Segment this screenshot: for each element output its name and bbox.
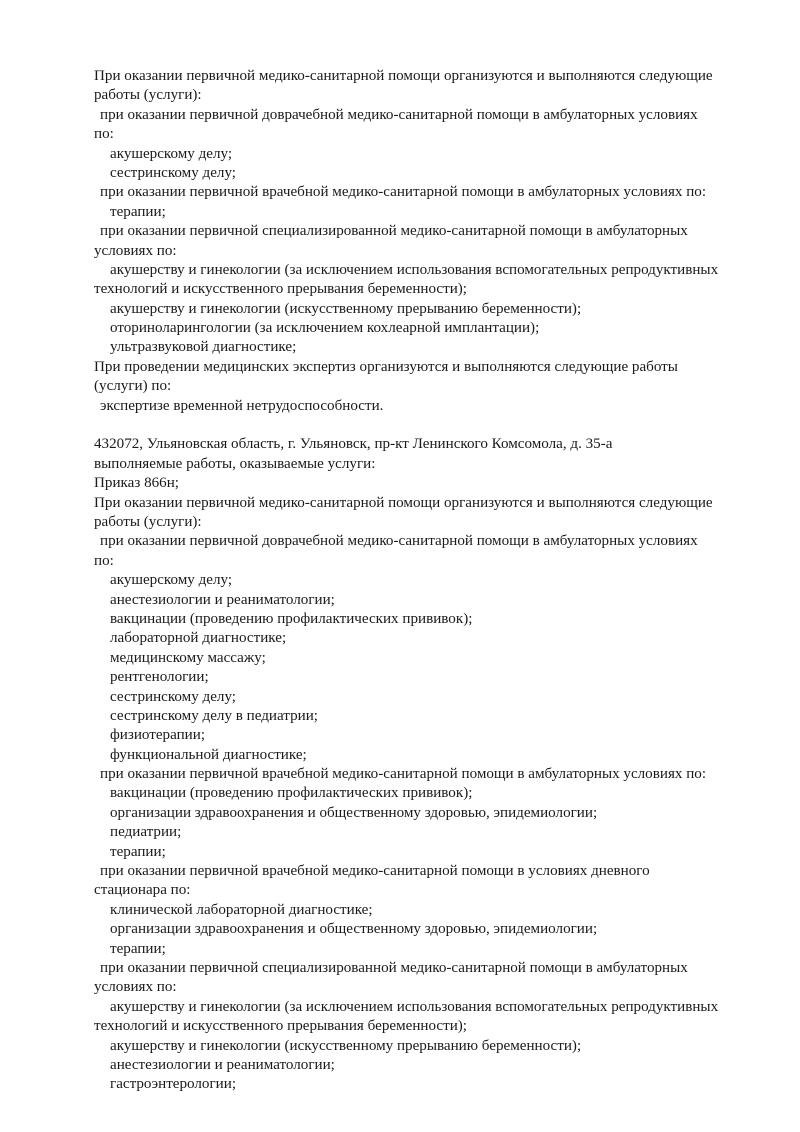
- subsection-physician-day-hospital-cont: стационара по:: [94, 882, 191, 899]
- subsection-specialized-outpatient: при оказании первичной специализированной медико-санитарной помощи в амбулаторных: [100, 959, 688, 976]
- service-item: сестринскому делу;: [110, 164, 236, 181]
- order-reference: Приказ 866н;: [94, 475, 179, 492]
- subsection-prehospital-outpatient: при оказании первичной доврачебной медико-санитарной помощи в амбулаторных условиях: [100, 106, 698, 123]
- service-item: терапии;: [110, 940, 166, 957]
- service-item: вакцинации (проведению профилактических прививок);: [110, 785, 473, 802]
- service-item: акушерству и гинекологии (искусственному прерыванию беременности);: [110, 1037, 582, 1054]
- service-item: организации здравоохранения и общественному здоровью, эпидемиологии;: [110, 921, 598, 938]
- license-block-previous-address: [94, 67, 760, 416]
- service-item: рентгенологии;: [110, 669, 209, 686]
- works-services-label: выполняемые работы, оказываемые услуги:: [94, 455, 376, 472]
- address-line: 432072, Ульяновская область, г. Ульяновск, пр-кт Ленинского Комсомола, д. 35-а: [94, 436, 613, 453]
- service-item: терапии;: [110, 843, 166, 860]
- service-item: анестезиологии и реаниматологии;: [110, 591, 335, 608]
- service-item: оториноларингологии (за исключением кохлеарной имплантации);: [110, 320, 540, 337]
- section-heading-expertise: При проведении медицинских экспертиз организуются и выполняются следующие работы: [94, 358, 678, 375]
- subsection-specialized-outpatient-cont: условиях по:: [94, 242, 177, 259]
- service-item: акушерскому делу;: [110, 145, 233, 162]
- subsection-prehospital-outpatient-cont: по:: [94, 552, 114, 569]
- service-item: физиотерапии;: [110, 727, 206, 744]
- section-heading-primary-care: При оказании первичной медико-санитарной помощи организуются и выполняются следующие: [94, 494, 713, 511]
- service-item: сестринскому делу;: [110, 688, 236, 705]
- service-item: ультразвуковой диагностике;: [110, 339, 297, 356]
- subsection-prehospital-outpatient: при оказании первичной доврачебной медико-санитарной помощи в амбулаторных условиях: [100, 533, 698, 550]
- subsection-physician-outpatient: при оказании первичной врачебной медико-санитарной помощи в амбулаторных условиях по:: [100, 766, 707, 783]
- service-item: акушерству и гинекологии (искусственному прерыванию беременности);: [110, 300, 582, 317]
- subsection-specialized-outpatient: при оказании первичной специализированной медико-санитарной помощи в амбулаторных: [100, 223, 688, 240]
- service-item: акушерству и гинекологии (за исключением использования вспомогательных репродуктивных: [110, 261, 719, 278]
- service-item: экспертизе временной нетрудоспособности.: [100, 397, 384, 414]
- paragraph-gap: [94, 416, 760, 435]
- service-item: терапии;: [110, 203, 166, 220]
- section-heading-primary-care-cont: работы (услуги):: [94, 87, 202, 104]
- service-item: клинической лабораторной диагностике;: [110, 901, 373, 918]
- service-item: лабораторной диагностике;: [110, 630, 287, 647]
- service-item: гастроэнтерологии;: [110, 1076, 237, 1093]
- subsection-prehospital-outpatient-cont: по:: [94, 126, 114, 143]
- service-item: акушерству и гинекологии (за исключением использования вспомогательных репродуктивных: [110, 998, 719, 1015]
- service-item: педиатрии;: [110, 824, 182, 841]
- subsection-physician-outpatient: при оказании первичной врачебной медико-санитарной помощи в амбулаторных условиях по:: [100, 184, 707, 201]
- section-heading-expertise-cont: (услуги) по:: [94, 378, 172, 395]
- service-item: вакцинации (проведению профилактических прививок);: [110, 610, 473, 627]
- service-item: медицинскому массажу;: [110, 649, 266, 666]
- service-item: акушерскому делу;: [110, 572, 233, 589]
- section-heading-primary-care-cont: работы (услуги):: [94, 513, 202, 530]
- service-item: функциональной диагностике;: [110, 746, 307, 763]
- service-item: анестезиологии и реаниматологии;: [110, 1056, 335, 1073]
- subsection-physician-day-hospital: при оказании первичной врачебной медико-санитарной помощи в условиях дневного: [100, 863, 650, 880]
- section-heading-primary-care: При оказании первичной медико-санитарной помощи организуются и выполняются следующие: [94, 68, 713, 84]
- license-block-address: [94, 435, 760, 1094]
- service-item: организации здравоохранения и общественному здоровью, эпидемиологии;: [110, 804, 598, 821]
- service-item-cont: технологий и искусственного прерывания беременности);: [94, 1018, 467, 1035]
- service-item: сестринскому делу в педиатрии;: [110, 707, 318, 724]
- subsection-specialized-outpatient-cont: условиях по:: [94, 979, 177, 996]
- service-item-cont: технологий и искусственного прерывания беременности);: [94, 281, 467, 298]
